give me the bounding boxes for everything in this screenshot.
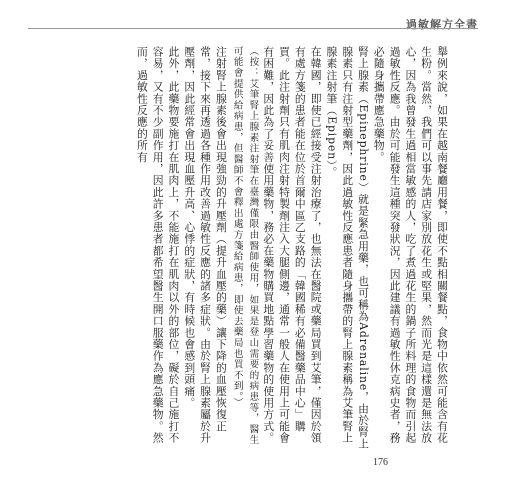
page-number: 176 <box>373 457 388 468</box>
paragraph-2: 腎上腺素（Epinephrine）就是緊急用藥，也可稱為Adrenaline，由於腎上腺素只有注射型藥劑，因此過敏性反應患者隨身攜帶的腎上腺素稱為艾筆腎上腺素注射筆（Epipen）。 <box>325 46 371 450</box>
paragraph-1: 舉例來說，如果在越南餐廳用餐，即使不點相關餐點，食物中依然可能含有花生粉。當然，我們可以事先請店家別放花生或堅果，然而光是這樣還是無法放心，因為我曾發生過相當敏感的人，吃了煮過花生的鍋子所料理的食物而引起過敏性反應。由於可能發生這種突發狀況，因此建議有過敏性休克病史者，務必隨身攜帶應急藥物。 <box>372 46 449 444</box>
translator-note: （按：艾筆腎上腺素注射筆在臺灣僅限由醫師使用，如果是登山需要的病患等，醫生可能會提供給病患，但醫師不會釋出處方箋給病患，即使去藥局也買不到。） <box>231 46 259 446</box>
body-text <box>110 46 450 451</box>
paragraph-4: 注射腎上腺素後會出現強勁的升壓劑（提升血壓的藥）讓下降的血壓恢復正常，接下來再透過各種作用改善過敏性反應的諸多症狀。由於腎上腺素屬於升壓劑，因此經常會出現血壓升高、心悸的症狀，有時候也會感到頭痛。 <box>183 46 228 444</box>
header-rule <box>28 28 478 29</box>
paragraph-5: 此外，此藥物要施打在肌肉上，不能施打在肌肉以外的部位，礙於自己施打不容易，又有不少副作用，因此許多患者都希望醫生開口服藥作為應急藥物。然而，過敏性反應的所有 <box>135 46 181 444</box>
running-header-title: 過敏解方全書 <box>406 18 478 31</box>
paragraph-3: 在韓國，即使已經接受注射治療了，也無法在醫院或藥局買到艾筆，僅因於領有處方箋的患者能在位於首爾中區乙支路的「韓國稀有必備醫藥品中心」購買。此注射劑只有肌肉注射特製劑注入大腿側邊，通常一般人在使用上可能會有困難，因此為了妥善使用藥物，務必在藥物購買地點學習藥物的使用方式。 <box>262 46 323 444</box>
